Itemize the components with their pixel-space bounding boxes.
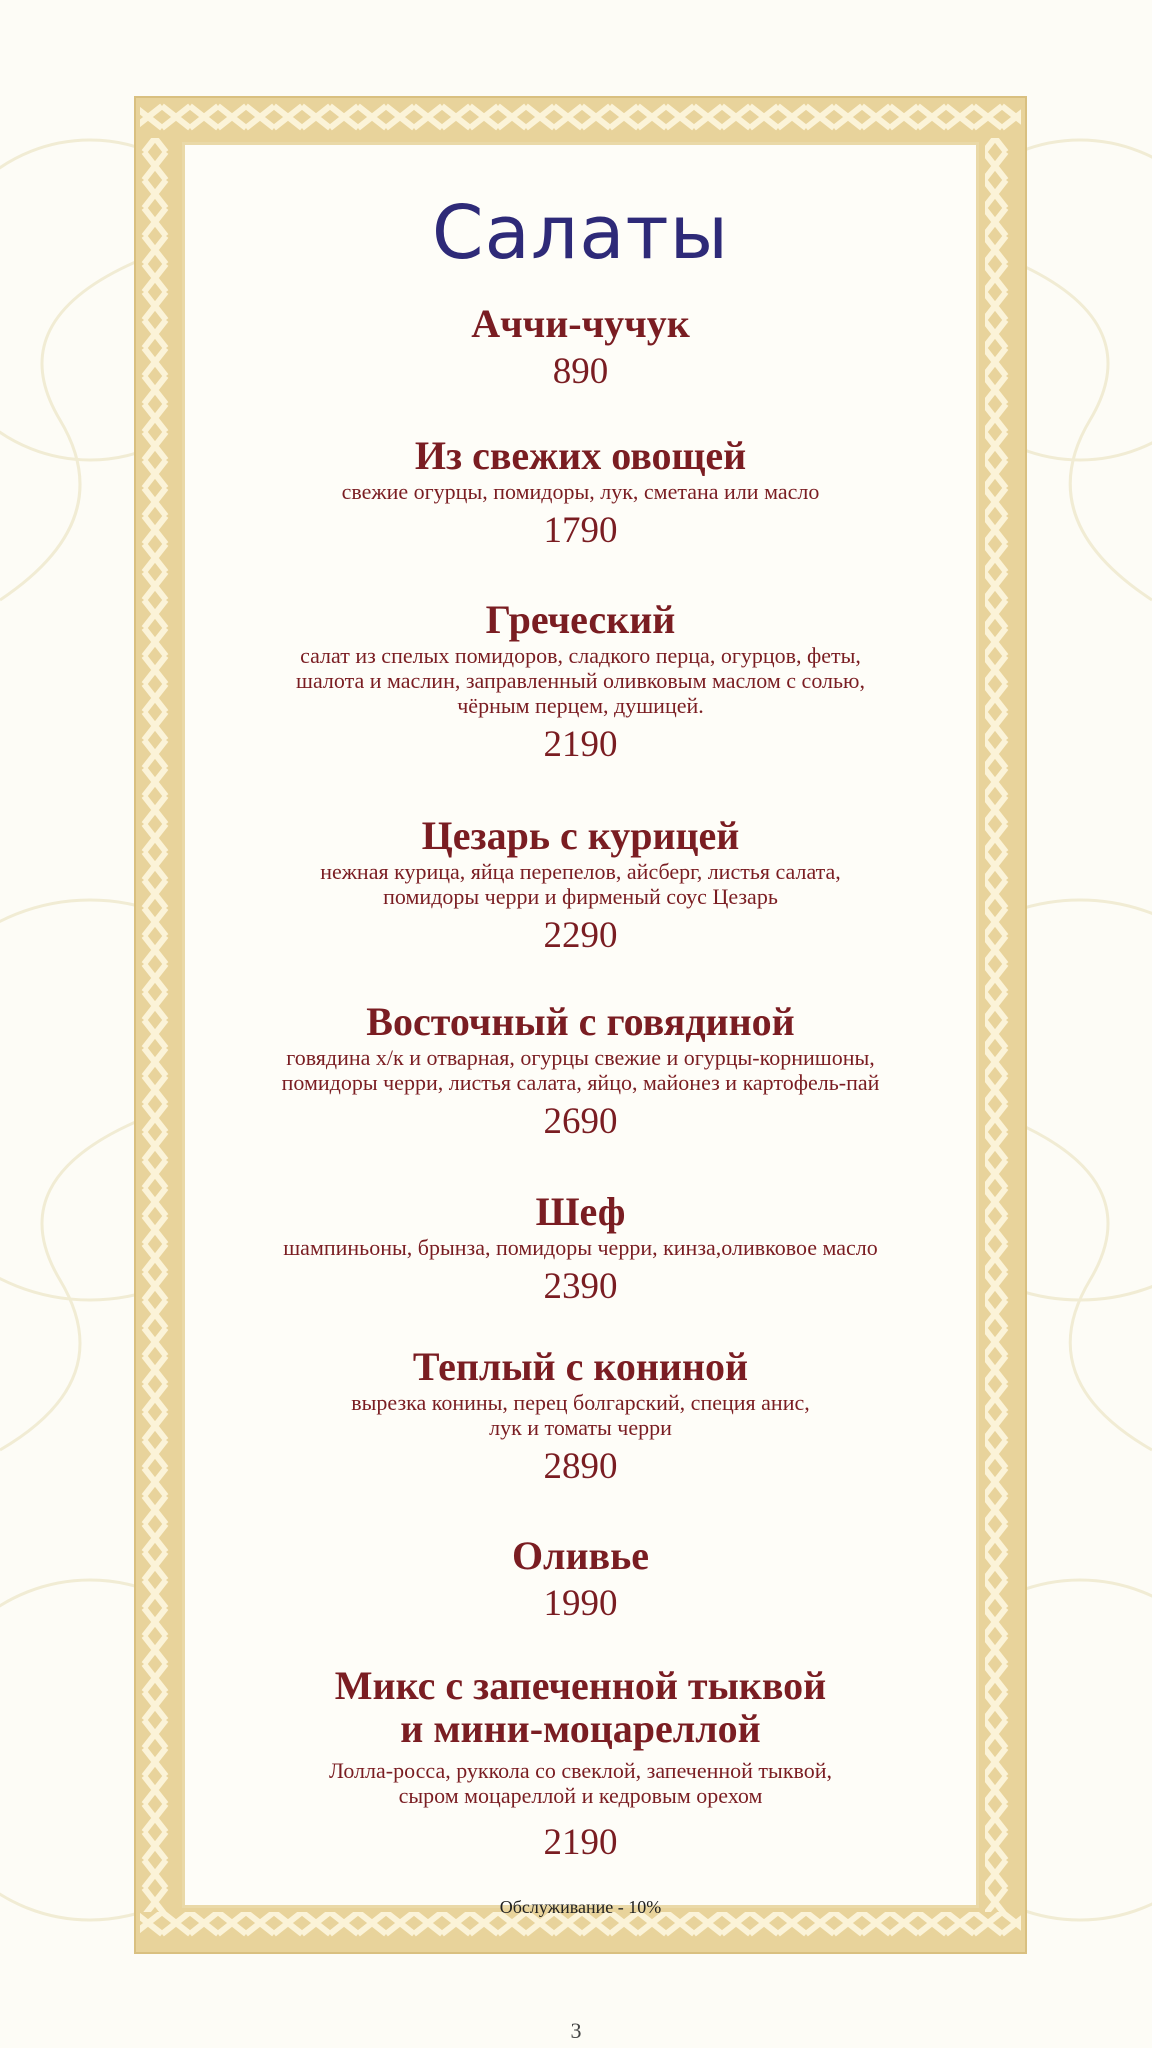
menu-item bbox=[182, 598, 979, 768]
item-description: свежие огурцы, помидоры, лук, сметана или масло bbox=[341, 479, 820, 504]
item-price: 890 bbox=[552, 351, 609, 392]
menu-item bbox=[182, 814, 979, 959]
item-description: Лолла-росса, руккола со свеклой, запеченной тыквой, сыром моцареллой и кедровым орехом bbox=[328, 1758, 833, 1808]
item-description: нежная курица, яйца перепелов, айсберг, листья салата, помидоры черри и фирменый соус Цезарь bbox=[320, 859, 841, 909]
item-name: Восточный с говядиной bbox=[366, 999, 795, 1044]
item-name: Шеф bbox=[535, 1189, 626, 1234]
item-name: Цезарь с курицей bbox=[421, 813, 740, 858]
item-name: Теплый с кониной bbox=[412, 1344, 749, 1389]
item-name: Аччи-чучук bbox=[471, 301, 690, 346]
menu-item bbox=[182, 1534, 979, 1627]
item-price: 2290 bbox=[543, 915, 618, 956]
item-price: 2390 bbox=[543, 1266, 618, 1307]
item-price: 1990 bbox=[543, 1583, 618, 1624]
item-price: 2190 bbox=[543, 724, 618, 765]
menu-item bbox=[182, 1000, 979, 1145]
service-note: Обслуживание - 10% bbox=[499, 1897, 662, 1917]
menu-item bbox=[182, 302, 979, 395]
page-number: 3 bbox=[570, 2018, 582, 2043]
page-title: Салаты bbox=[431, 190, 730, 276]
item-price: 2890 bbox=[543, 1446, 618, 1487]
menu-item bbox=[182, 1190, 979, 1310]
item-name: Из свежих овощей bbox=[414, 433, 747, 478]
menu-item bbox=[182, 1345, 979, 1490]
item-price: 1790 bbox=[543, 510, 618, 551]
item-price: 2190 bbox=[543, 1822, 618, 1863]
item-price: 2690 bbox=[543, 1101, 618, 1142]
item-name: Оливье bbox=[511, 1533, 650, 1578]
item-description: говядина х/к и отварная, огурцы свежие и огурцы-корнишоны, помидоры черри, листья салата, яйцо, майонез и картофель-пай bbox=[281, 1045, 880, 1095]
item-description: вырезка конины, перец болгарский, специя анис, лук и томаты черри bbox=[351, 1390, 810, 1440]
menu-item bbox=[182, 434, 979, 554]
item-description: шампиньоны, брынза, помидоры черри, кинза,оливковое масло bbox=[283, 1235, 878, 1260]
menu-content bbox=[182, 142, 979, 1917]
item-description: салат из спелых помидоров, сладкого перца, огурцов, феты, шалота и маслин, заправленный оливковым маслом с солью, чёрным перцем, душицей. bbox=[296, 643, 865, 718]
item-name: Микс с запеченной тыквой и мини-моцареллой bbox=[334, 1663, 827, 1751]
item-name: Греческий bbox=[485, 597, 676, 642]
menu-item bbox=[182, 1664, 979, 1866]
